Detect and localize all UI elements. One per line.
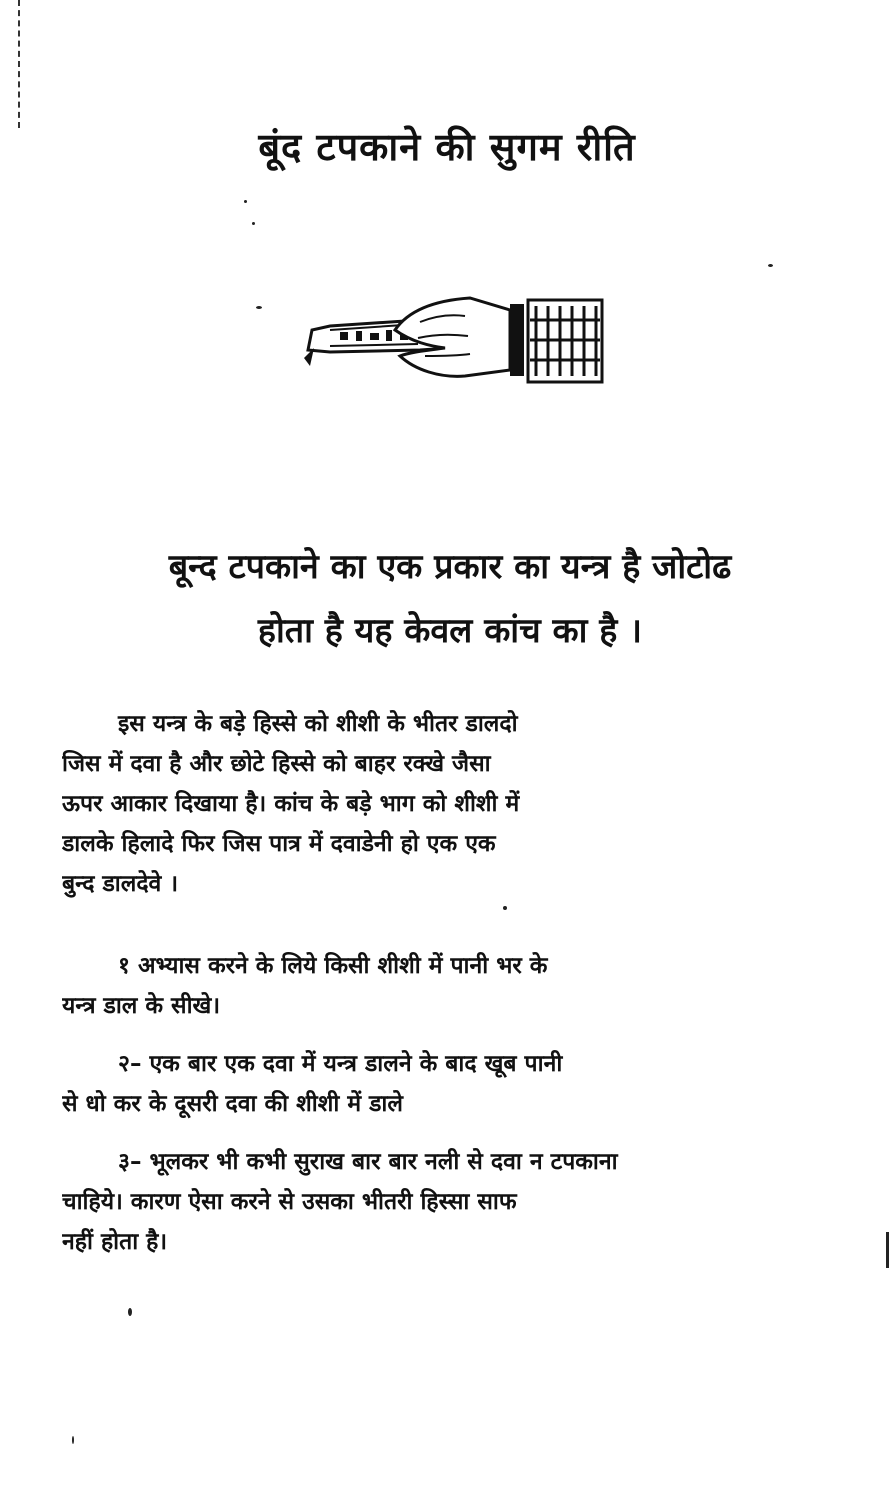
- text-line: बुन्द डालदेवे ।: [62, 871, 179, 897]
- text-line: ऊपर आकार दिखाया है। कांच के बड़े भाग को शीशी में: [62, 791, 520, 817]
- page-title: बूंद टपकाने की सुगम रीति: [258, 125, 636, 169]
- text-line: २– एक बार एक दवा में यन्त्र डालने के बाद खूब पानी: [118, 1051, 563, 1077]
- paragraph-intro: [62, 704, 802, 904]
- paragraph-step-1: [62, 946, 802, 1026]
- text-line: यन्त्र डाल के सीखे।: [62, 993, 221, 1019]
- text-line: डालके हिलादे फिर जिस पात्र में दवाडेनी हो एक एक: [62, 831, 496, 857]
- lead-line: बून्द टपकाने का एक प्रकार का यन्त्र है जोटोढ: [168, 547, 732, 587]
- text-line: नहीं होता है।: [62, 1229, 168, 1255]
- hand-holding-dropper-icon: [300, 290, 610, 390]
- text-line: चाहिये। कारण ऐसा करने से उसका भीतरी हिस्सा साफ: [62, 1189, 517, 1215]
- scan-edge-mark: [18, 0, 23, 128]
- scan-speck: [768, 264, 773, 267]
- text-line: से धो कर के दूसरी दवा की शीशी में डाले: [62, 1091, 403, 1117]
- text-line: १ अभ्यास करने के लिये किसी शीशी में पानी भर के: [118, 953, 548, 979]
- paragraph-step-2: [62, 1044, 802, 1124]
- scan-speck: [886, 1232, 889, 1268]
- text-line: ३– भूलकर भी कभी सुराख बार बार नली से दवा न टपकाना: [118, 1149, 618, 1175]
- scan-speck: [503, 906, 507, 910]
- lead-line: होता है यह केवल कांच का है ।: [257, 611, 643, 651]
- text-line: जिस में दवा है और छोटे हिस्से को बाहर रक्खे जैसा: [62, 751, 491, 777]
- scan-speck: [244, 200, 247, 203]
- scan-speck: [252, 222, 255, 225]
- text-line: इस यन्त्र के बड़े हिस्से को शीशी के भीतर डालदो: [118, 711, 518, 737]
- scan-speck: [256, 306, 262, 309]
- lead-text: [60, 535, 840, 663]
- scan-speck: [72, 1436, 74, 1444]
- paragraph-step-3: [62, 1142, 802, 1262]
- scan-speck: [128, 1308, 132, 1316]
